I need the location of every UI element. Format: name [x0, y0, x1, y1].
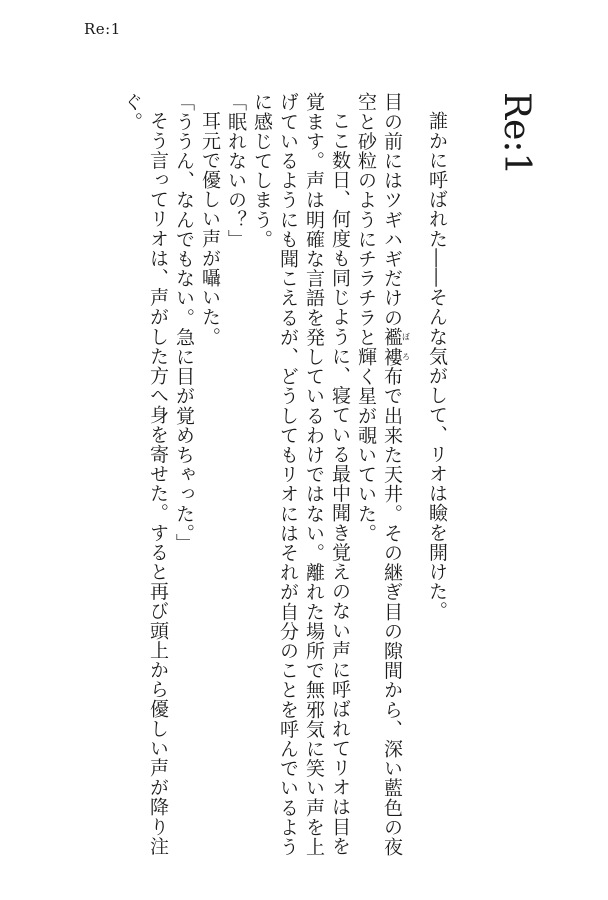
paragraph-7: そう言ってリオは、声がした方へ身を寄せた。すると再び頭上から優しい声が降り注ぐ。 [121, 92, 169, 856]
dialogue-1: 「眠れないの？」 [225, 92, 247, 249]
paragraph-5: 耳元で優しい声が囁いた。 [199, 111, 221, 347]
paragraph-2: 目の前にはツギハギだけの襤褸ぼろ布で出来た天井。その継ぎ目の隙間から、深い藍色の夜空と砂粒のようにチラチラと輝く星が覗いていた。 [355, 92, 411, 857]
vertical-text-page [48, 92, 548, 872]
paragraph-3: ここ数日、何度も同じように、寝ている最中聞き覚えのない声に呼ばれてリオは目を覚ます。声は明確な言語を発しているわけではない。離れた場所で無邪気に笑い声を上げているようにも聞こえるが、どうしてもリオにはそれが自分のことを呼んでいるように感じてしまう。 [251, 92, 351, 857]
ruby-annotation: ぼろ [401, 327, 411, 367]
chapter-title: Re:1 [496, 92, 537, 176]
running-header: Re:1 [84, 20, 121, 38]
dialogue-2: 「ううん、なんでもない。急に目が覚めちゃった。」 [173, 92, 195, 553]
paragraph-1: 誰かに呼ばれた――そんな気がして、リオは瞼を開けた。 [426, 111, 448, 621]
